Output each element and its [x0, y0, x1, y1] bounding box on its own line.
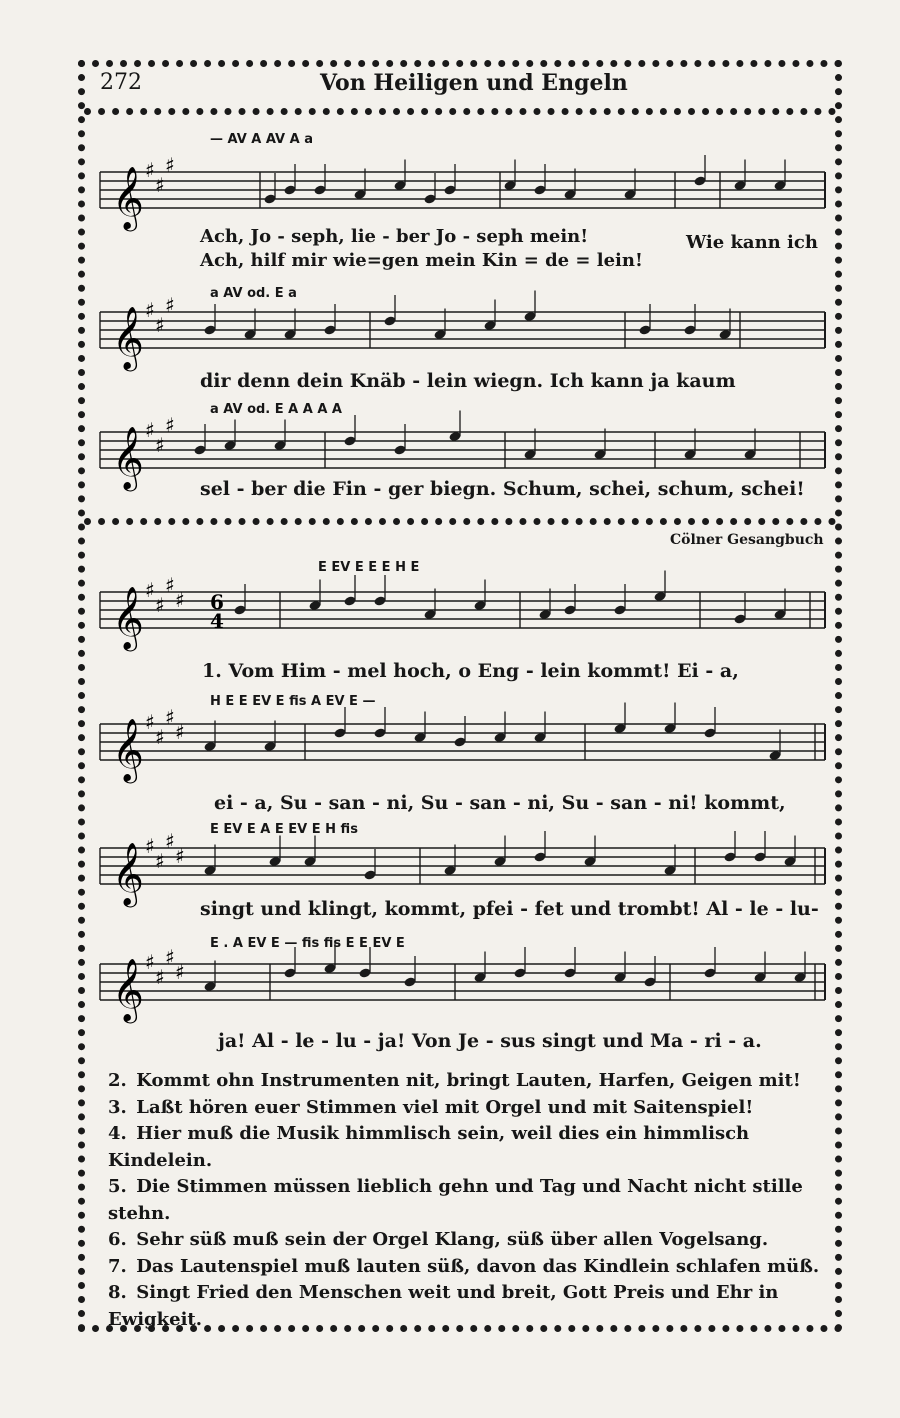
- sharp-sign-icon: ♯: [145, 298, 155, 322]
- sharp-sign-icon: ♯: [155, 313, 165, 337]
- sharp-sign-icon: ♯: [155, 849, 165, 873]
- treble-clef-icon: 𝄞: [112, 586, 144, 649]
- sharp-sign-icon: ♯: [165, 573, 175, 597]
- lyric-line-6: singt und klingt, kommt, pfei - fet und trombt! Al - le - lu-: [200, 898, 819, 920]
- chord-line-2: a AV od. E a: [210, 286, 297, 301]
- treble-clef-icon: 𝄞: [112, 306, 144, 369]
- sharp-sign-icon: ♯: [165, 945, 175, 969]
- song-divider: [84, 518, 836, 525]
- music-staff-7: [100, 945, 830, 1032]
- verse-7: 7. Das Lautenspiel muß lauten süß, davon das Kindlein schlafen müß.: [108, 1255, 820, 1277]
- lyric-line-7: ja! Al - le - lu - ja! Von Je - sus singt und Ma - ri - a.: [218, 1030, 762, 1052]
- music-staff-4: [100, 573, 830, 660]
- chord-line-4: E EV E E E H E: [318, 560, 420, 575]
- sharp-sign-icon: ♯: [155, 433, 165, 457]
- lyric-line-2: dir denn dein Knäb - lein wiegn. Ich kann ja kaum: [200, 370, 736, 392]
- time-signature-top: 6: [210, 590, 224, 614]
- verse-5: 5. Die Stimmen müssen lieblich gehn und Tag und Nacht nicht stille stehn.: [108, 1176, 803, 1224]
- chord-line-3: a AV od. E A A A A: [210, 402, 342, 417]
- lyric-verse1-line1: Ach, Jo - seph, lie - ber Jo - seph mein!: [200, 226, 589, 247]
- music-staff-5: [100, 705, 830, 792]
- chord-line-7: E . A EV E — fis fis E E EV E: [210, 936, 405, 951]
- sharp-sign-icon: ♯: [145, 158, 155, 182]
- verse-3: 3. Laßt hören euer Stimmen viel mit Orgel und mit Saitenspiel!: [108, 1096, 754, 1118]
- running-title: Von Heiligen und Engeln: [320, 70, 628, 96]
- sharp-sign-icon: ♯: [165, 153, 175, 177]
- sharp-sign-icon: ♯: [175, 720, 185, 744]
- treble-clef-icon: 𝄞: [112, 426, 144, 489]
- lyric-line-4: 1. Vom Him - mel hoch, o Eng - lein kommt! Ei - a,: [202, 660, 739, 682]
- verse-6: 6. Sehr süß muß sein der Orgel Klang, süß über allen Vogelsang.: [108, 1229, 769, 1250]
- sharp-sign-icon: ♯: [145, 834, 155, 858]
- page-number: 272: [100, 70, 142, 95]
- verse-4: 4. Hier muß die Musik himmlisch sein, weil dies ein himmlisch Kindelein.: [108, 1123, 750, 1171]
- chord-line-6: E EV E A E EV E H fis: [210, 822, 358, 837]
- sharp-sign-icon: ♯: [155, 173, 165, 197]
- treble-clef-icon: 𝄞: [112, 718, 144, 781]
- treble-clef-icon: 𝄞: [112, 958, 144, 1021]
- additional-verses: [108, 1068, 834, 1333]
- sharp-sign-icon: ♯: [155, 725, 165, 749]
- sharp-sign-icon: ♯: [145, 418, 155, 442]
- sharp-sign-icon: ♯: [165, 829, 175, 853]
- time-signature-bottom: 4: [210, 609, 224, 633]
- sharp-sign-icon: ♯: [145, 710, 155, 734]
- treble-clef-icon: 𝄞: [112, 842, 144, 905]
- header-divider: [84, 108, 836, 115]
- sharp-sign-icon: ♯: [175, 588, 185, 612]
- treble-clef-icon: 𝄞: [112, 166, 144, 229]
- sharp-sign-icon: ♯: [155, 965, 165, 989]
- lyric-line1-end: Wie kann ich: [686, 232, 818, 253]
- source-attribution: Cölner Gesangbuch: [670, 532, 824, 548]
- chord-line-1: — AV A AV A a: [210, 132, 314, 147]
- sharp-sign-icon: ♯: [175, 844, 185, 868]
- verse-2: 2. Kommt ohn Instrumenten nit, bringt Lauten, Harfen, Geigen mit!: [108, 1070, 801, 1091]
- sharp-sign-icon: ♯: [145, 578, 155, 602]
- sharp-sign-icon: ♯: [165, 413, 175, 437]
- lyric-line-5: ei - a, Su - san - ni, Su - san - ni, Su - san - ni! kommt,: [214, 792, 786, 814]
- verse-8: 8. Singt Fried den Menschen weit und breit, Gott Preis und Ehr in Ewigkeit.: [108, 1282, 779, 1330]
- sharp-sign-icon: ♯: [165, 293, 175, 317]
- sharp-sign-icon: ♯: [175, 960, 185, 984]
- lyric-verse2-line1: Ach, hilf mir wie=gen mein Kin = de = lein!: [200, 250, 643, 271]
- sharp-sign-icon: ♯: [155, 593, 165, 617]
- sharp-sign-icon: ♯: [145, 950, 155, 974]
- lyric-line-3: sel - ber die Fin - ger biegn. Schum, schei, schum, schei!: [200, 478, 805, 500]
- chord-line-5: H E E EV E fis A EV E —: [210, 694, 376, 709]
- sharp-sign-icon: ♯: [165, 705, 175, 729]
